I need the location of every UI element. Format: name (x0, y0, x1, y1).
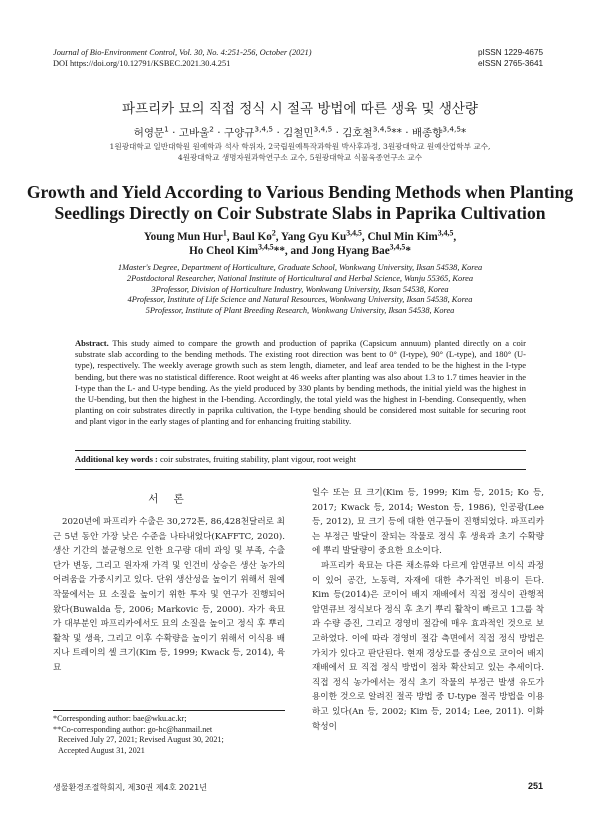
paragraph: 2020년에 파프리카 수출은 30,272톤, 86,428천달러로 최근 5년 동안 가장 낮은 수준을 나타내었다(KAFFTC, 2020). 생산 기간의 불균형으로 인한 요구량 대비 과잉 및 부족, 수출 단가 변동, 그리고 원자재 가격 및 인건비 상승은 생산 농가의 어려움을 가중시키고 있다. 단위 생산성을 높이기 위해서 원예 작물에서는 묘 소질을 높이기 위한 투자 및 연구가 진행되어 왔다(Buwalda 등, 2006; Markovic 등, 2000). 자가 육묘가 대부분인 파프리카에서도 묘의 소질을 높이고 정식 후 뿌리 활착 및 생육, 그리고 이후 수확량을 높이기 위해서 이식용 배지나 트레이의 셀 크기(Kim 등, 1999; Kwack 등, 2014), 육묘 (53, 517, 285, 673)
abstract-text: This study aimed to compare the growth and production of paprika (Capsicum annuum) planted directly on a coir substrate slab according to the bending methods. The existing root direction was bent to 0° (I-type), 90° (L-type), and 180° (U-type), respectively. The weekly average growth such as stem length, diameter, and leaf area tended to be the highest in the I-type bending, but there was no statistical difference. Root weight at 46 weeks after planting was also about 1.3 to 1.7 times heavier in the I-type than the L- and U-type bending. As the yield produced by 330 plants by bending methods, the initial yield was the highest in the U-bending, but then the highest in the I-bending. Accordingly, the total yield was the highest in I-bending. Consequently, when planting on coir substrates directly in paprika cultivation, the I-type bending should be considered most suitable for securing root and plant vigor in the early stages of planting and for enhancing fruiting stability. (75, 338, 526, 427)
keywords-label: Additional key words : (75, 454, 158, 464)
affiliation: 2Postdoctoral Researcher, National Institute of Horticultural and Herbal Science, Wanju 55365, Korea (126, 273, 474, 283)
accepted-date: Accepted August 31, 2021 (58, 745, 145, 755)
affiliation: 3Professor, Division of Horticulture Industry, Wonkwang University, Iksan 54538, Korea (151, 284, 449, 294)
keywords-text: coir substrates, fruiting stability, plant vigour, root weight (160, 454, 357, 464)
footnotes (53, 714, 224, 756)
paragraph: 일수 또는 묘 크기(Kim 등, 1999; Kim 등, 2015; Ko 등, 2017; Kwack 등, 2014; Weston 등, 1986), 인공광(Lee 등, 2012), 묘 크기 등에 대한 연구들이 진행되었다. 파프리카는 부정근 발달이 잘되는 작물로 정식 후 생육과 초기 수확량에 뿌리 발달량이 중요한 요소이다. (312, 488, 544, 557)
corresponding-author: *Corresponding author: bae@wku.ac.kr; (53, 714, 187, 723)
affiliation: 1Master's Degree, Department of Horticulture, Graduate School, Wonkwang University, Iksan 54538, Korea (117, 263, 483, 272)
doi-line: DOI https://doi.org/10.12791/KSBEC.2021.30.4.251 (53, 59, 231, 68)
left-column (53, 515, 285, 676)
korean-affiliations: 1원광대학교 일반대학원 원예학과 석사 학위자, 2국립원예특작과학원 박사후과정, 3원광대학교 원예산업학부 교수, 4원광대학교 생명자원과학연구소 교수, 5원광대학교 식물육종연구소 교수 (109, 142, 491, 162)
korean-authors: 허영문$^1$ · 고바울$^2$ · 구양규$^{3,4,5}$ · 김철민$^{3,4,5}$ · 김호철$^{3,4,5}$** · 배종향$^{3,4,5}$* (133, 124, 467, 139)
abstract-label: Abstract. (75, 338, 109, 348)
english-affiliations (0, 263, 600, 317)
affiliation: 4Professor, Institute of Life Science and Natural Resources, Wonkwang University, Iksan 54538, Korea (127, 295, 473, 305)
footnote-divider (53, 710, 285, 711)
pissn: pISSN 1229-4675 (478, 48, 544, 57)
page-number: 251 (528, 781, 544, 791)
right-column (312, 486, 544, 734)
journal-citation: Journal of Bio-Environment Control, Vol. 30, No. 4:251-256, October (2021) DOI https://doi.org/10.12791/KSBEC.2021.30.4.251 (53, 48, 312, 68)
korean-title: 파프리카 묘의 직접 정식 시 절곡 방법에 따른 생육 및 생산량 (122, 101, 478, 117)
abstract (75, 338, 526, 428)
paragraph: 파프리카 육묘는 다른 채소류와 다르게 암면큐브 이식 과정이 있어 공간, 노동력, 자재에 대한 추가적인 비용이 든다. Kim 등(2014)은 코이어 배지 재배에서 직접 정식이 관행적 암면큐브 정식보다 정식 후 초기 뿌리 활착이 빠르고 1그룹 착과 수량 증진, 그리고 경영비 절감에 매우 효과적인 것으로 보고하였다. 이에 따라 경영비 절감 측면에서 직접 정식 방법은 가치가 있다고 판단된다. 현재 경상도를 중심으로 코이어 배지 재배에서 묘 직접 정식 방법이 점차 확산되고 있는 추세이다. 직접 정식 농가에서는 정식 초기 작물의 부정근 발생 유도가 용이한 것으로 알려진 절곡 방법 중 U-type 절곡 방법을 이용하고 있다(An 등, 2002; Kim 등, 2014; Lee, 2011). 이화학성이 (312, 560, 544, 732)
section-heading: 서 론 (148, 493, 190, 505)
divider (75, 450, 526, 451)
affiliation: 5Professor, Institute of Plant Breeding Research, Wonkwang University, Iksan 54538, Korea (145, 306, 455, 316)
english-authors: Young Mun Hur$^1$, Baul Ko$^2$, Yang Gyu Ku$^{3,4,5}$, Chul Min Kim$^{3,4,5}$, Ho Cheol Kim$^{3,4,5}$**, and Jong Hyang Bae$^{3,4,5}$* (143, 228, 457, 257)
co-corresponding-author: **Co-corresponding author: go-hc@hanmail.net (53, 724, 213, 734)
received-date: Received July 27, 2021; Revised August 30, 2021; (58, 735, 224, 745)
divider (75, 469, 526, 470)
english-title: Growth and Yield According to Various Bending Methods when Planting Seedlings Directly on Coir Substrate Slabs in Paprika Cultivation (26, 182, 574, 223)
eissn: eISSN 2765-3641 (478, 59, 544, 68)
page-footer-journal: 생물환경조절학회지, 제30권 제4호 2021년 (53, 783, 207, 792)
issn-block (478, 47, 543, 69)
keywords (75, 454, 526, 465)
